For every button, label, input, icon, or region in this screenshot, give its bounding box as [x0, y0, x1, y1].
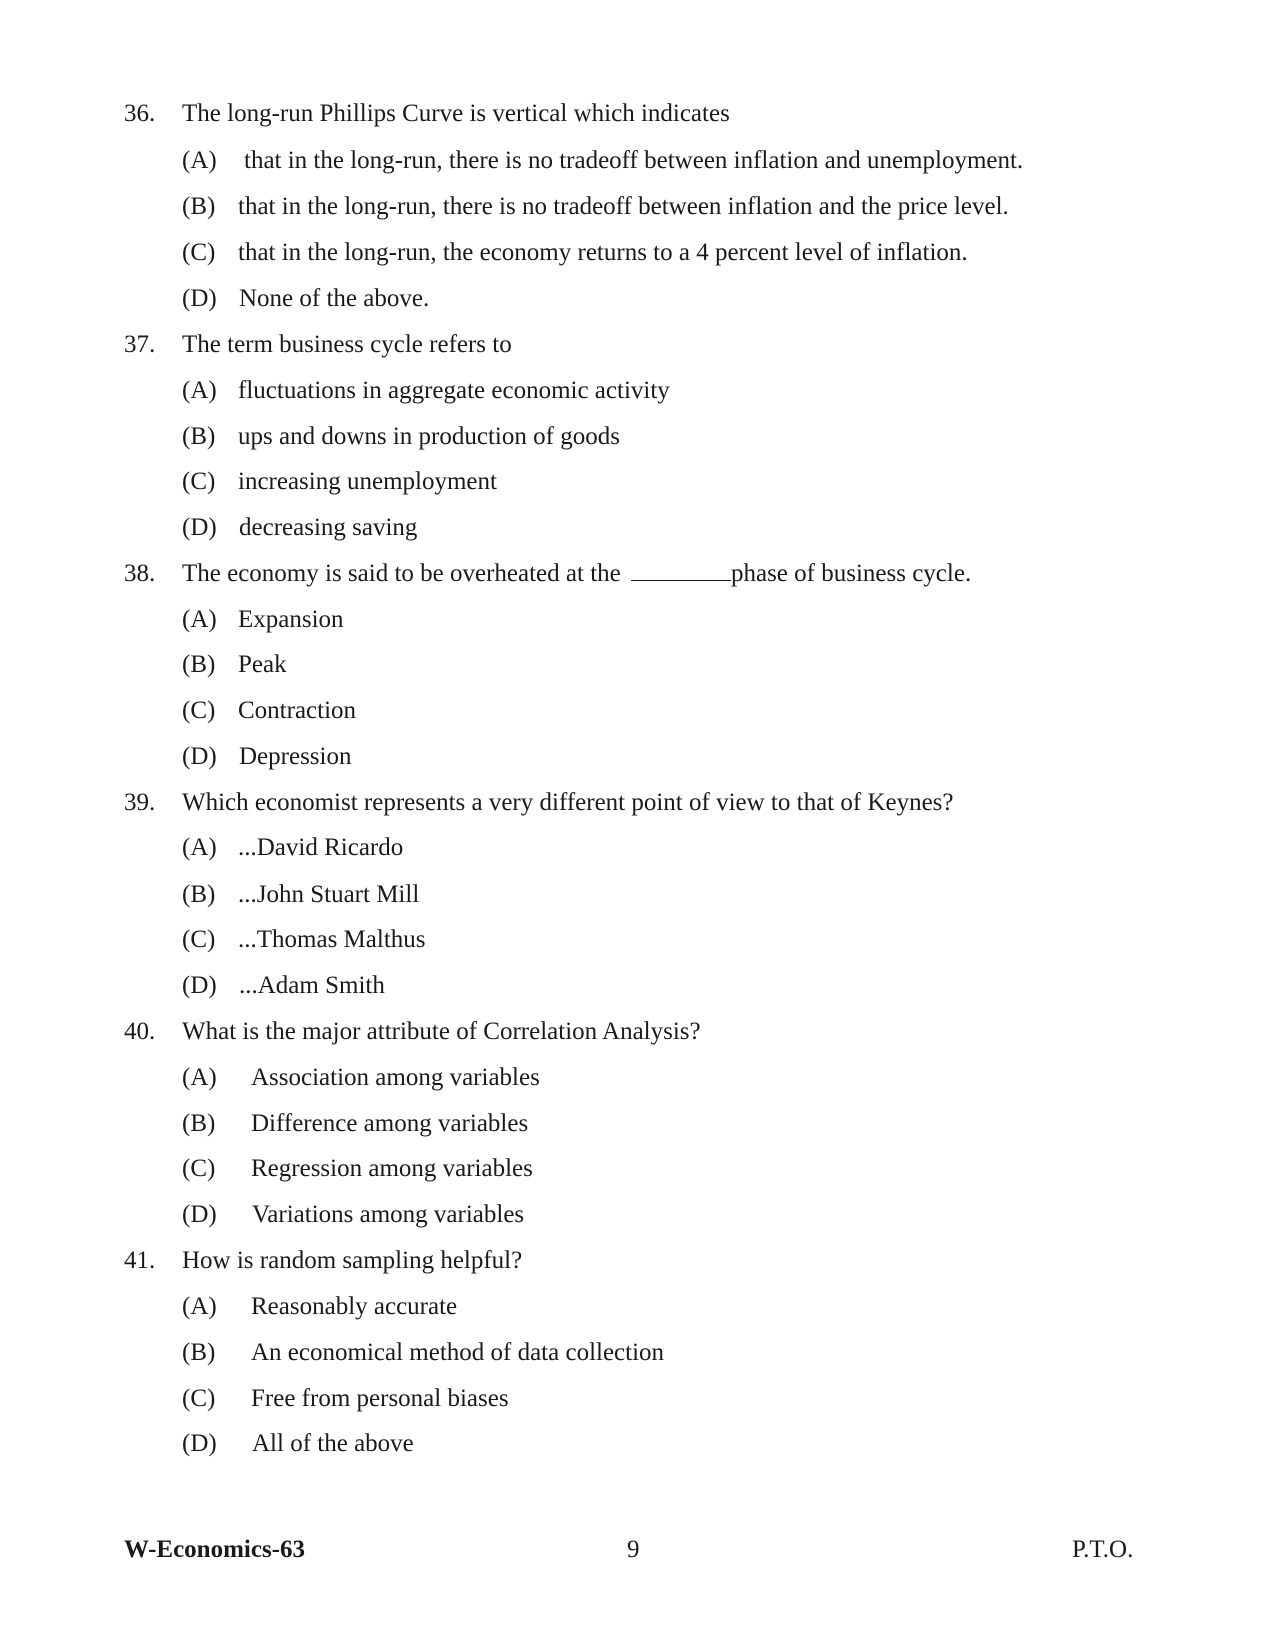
option-letter: (A): [182, 377, 217, 404]
option-letter: (A): [182, 606, 217, 633]
option-text: None of the above.: [239, 285, 430, 312]
option-text: An economical method of data collection: [251, 1339, 665, 1366]
question-text: The long-run Phillips Curve is vertical which indicates: [182, 100, 730, 127]
option-letter: (D): [182, 285, 217, 312]
option-text: decreasing saving: [239, 514, 418, 541]
question-text: Which economist represents a very different point of view to that of Keynes?: [182, 789, 954, 816]
fill-in-blank: [631, 558, 731, 581]
option-text: ups and downs in production of goods: [238, 423, 620, 450]
option-letter: (D): [182, 972, 217, 999]
option-letter: (A): [182, 1064, 217, 1091]
please-turn-over: P.T.O.: [1072, 1536, 1134, 1563]
option-letter: (D): [182, 1430, 217, 1457]
option-text: Variations among variables: [252, 1201, 525, 1228]
page-number: 9: [627, 1536, 640, 1563]
option-letter: (B): [182, 651, 216, 678]
option-text: Expansion: [238, 606, 344, 633]
option-letter: (C): [182, 239, 216, 266]
option-letter: (B): [182, 1110, 216, 1137]
option-text: ...Thomas Malthus: [238, 926, 426, 953]
question-number: 39.: [124, 789, 156, 816]
option-letter: (C): [182, 926, 216, 953]
option-text: fluctuations in aggregate economic activity: [238, 377, 670, 404]
option-text: Free from personal biases: [251, 1385, 509, 1412]
option-letter: (D): [182, 743, 217, 770]
question-number: 40.: [124, 1018, 156, 1045]
option-text: Difference among variables: [251, 1110, 529, 1137]
option-letter: (D): [182, 1201, 217, 1228]
question-number: 37.: [124, 331, 156, 358]
option-text: All of the above: [252, 1430, 414, 1457]
option-letter: (C): [182, 1385, 216, 1412]
option-text: Regression among variables: [251, 1155, 533, 1182]
option-text: ...David Ricardo: [238, 834, 404, 861]
paper-code: W-Economics-63: [124, 1536, 305, 1563]
option-text: Contraction: [238, 697, 357, 724]
option-letter: (C): [182, 697, 216, 724]
option-letter: (B): [182, 1339, 216, 1366]
option-letter: (B): [182, 881, 216, 908]
option-text: increasing unemployment: [238, 468, 497, 495]
option-letter: (A): [182, 1293, 217, 1320]
option-text: Reasonably accurate: [251, 1293, 458, 1320]
question-text: [182, 556, 971, 592]
question-text: What is the major attribute of Correlation Analysis?: [182, 1018, 701, 1045]
option-text: Association among variables: [251, 1064, 540, 1091]
option-text: Depression: [239, 743, 352, 770]
option-letter: (B): [182, 193, 216, 220]
option-letter: (D): [182, 514, 217, 541]
option-text: that in the long-run, the economy returns to a 4 percent level of inflation.: [238, 239, 968, 266]
option-letter: (C): [182, 1155, 216, 1182]
option-letter: (A): [182, 834, 217, 861]
option-letter: (B): [182, 423, 216, 450]
question-text: The term business cycle refers to: [182, 331, 512, 358]
option-letter: (A): [182, 147, 217, 174]
page-footer: [0, 1532, 1275, 1568]
option-text: that in the long-run, there is no tradeoff between inflation and the price level.: [238, 193, 1009, 220]
question-text-after-blank: phase of business cycle.: [730, 560, 972, 587]
option-text: that in the long-run, there is no tradeoff between inflation and unemployment.: [244, 147, 1024, 174]
option-text: ...John Stuart Mill: [238, 881, 420, 908]
question-number: 41.: [124, 1247, 156, 1274]
option-letter: (C): [182, 468, 216, 495]
question-number: 36.: [124, 100, 156, 127]
question-number: 38.: [124, 560, 156, 587]
option-text: Peak: [238, 651, 287, 678]
question-text: How is random sampling helpful?: [182, 1247, 523, 1274]
question-text-before-blank: The economy is said to be overheated at the: [182, 560, 627, 587]
option-text: ...Adam Smith: [239, 972, 385, 999]
